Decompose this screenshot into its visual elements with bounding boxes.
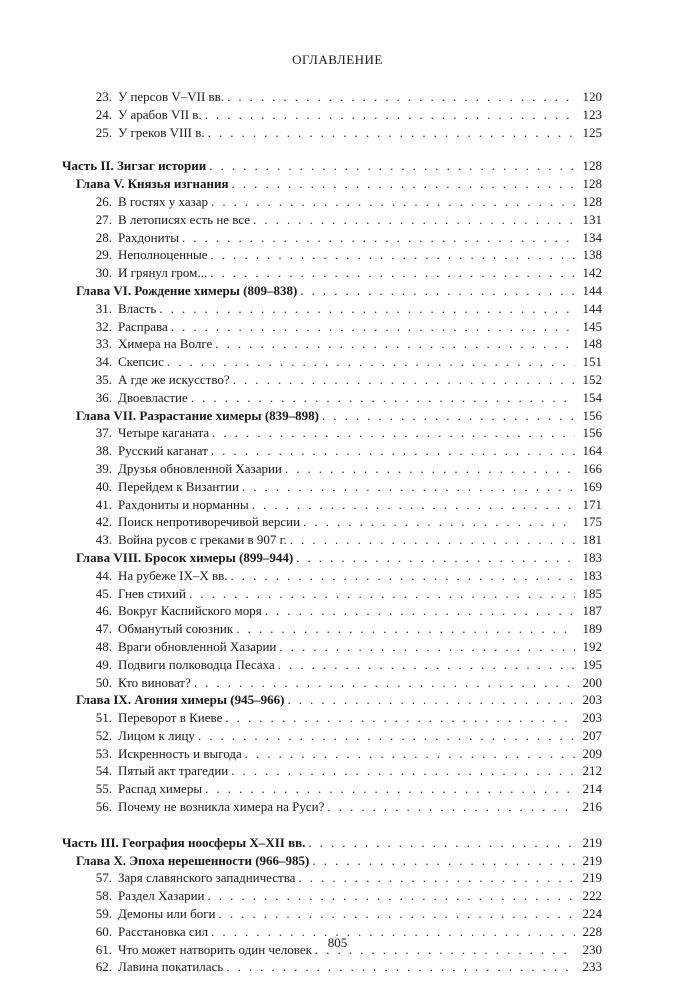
item-page: 175 [582, 514, 602, 530]
item-title: Четыре каганата [118, 425, 210, 441]
chapter-heading [62, 407, 602, 425]
item-number: 47. [95, 621, 112, 637]
dot-leader [182, 229, 575, 247]
item-title: Неполноценные [118, 247, 208, 263]
toc-item [62, 478, 602, 496]
dot-leader [194, 674, 575, 692]
dot-leader [242, 478, 575, 496]
dot-leader [205, 780, 575, 798]
item-number: 51. [95, 710, 112, 726]
dot-leader [211, 246, 575, 264]
item-number: 38. [95, 443, 112, 459]
running-header: ОГЛАВЛЕНИЕ [292, 52, 383, 67]
toc-item [62, 656, 602, 674]
item-title: Заря славянского западничества [118, 870, 296, 886]
item-title: И грянул гром... [118, 265, 208, 281]
toc-item [62, 674, 602, 692]
dot-leader [236, 620, 575, 638]
item-page: 169 [582, 478, 602, 494]
part-page: 219 [582, 834, 602, 850]
item-number: 28. [95, 229, 112, 245]
item-page: 145 [582, 318, 602, 334]
item-number: 57. [95, 870, 112, 886]
chapter-title: Глава VI. Рождение химеры (809–838) [76, 282, 298, 298]
item-title: Лавина покатилась [118, 959, 224, 975]
dot-leader [225, 709, 575, 727]
item-page: 185 [582, 585, 602, 601]
toc-item [62, 602, 602, 620]
chapter-heading [62, 175, 602, 193]
item-title: Подвиги полководца Песаха [118, 656, 275, 672]
toc-item [62, 318, 602, 336]
item-page: 125 [582, 124, 602, 140]
dot-leader [189, 585, 575, 603]
item-page: 228 [582, 923, 602, 939]
toc-item [62, 246, 602, 264]
toc-item [62, 709, 602, 727]
item-page: 200 [582, 674, 602, 690]
toc-item [62, 442, 602, 460]
item-title: Русский каганат [118, 443, 208, 459]
item-number: 49. [95, 656, 112, 672]
item-page: 189 [582, 621, 602, 637]
dot-leader [231, 567, 576, 585]
table-of-contents [62, 88, 602, 976]
toc-item [62, 460, 602, 478]
item-page: 233 [582, 959, 602, 975]
item-title: Друзья обновленной Хазарии [118, 460, 282, 476]
item-title: Рахдониты и норманны [118, 496, 249, 512]
dot-leader [232, 175, 575, 193]
item-page: 166 [582, 460, 602, 476]
chapter-title: Глава X. Эпоха нерешенности (966–985) [76, 852, 310, 868]
item-page: 148 [582, 336, 602, 352]
item-title: В гостях у хазар [118, 193, 209, 209]
item-title: В летописях есть не все [118, 211, 251, 227]
item-title: Вокруг Каспийского моря [118, 603, 262, 619]
item-page: 128 [582, 193, 602, 209]
part-title: Часть III. География ноосферы X–XII вв. [62, 834, 306, 850]
toc-item [62, 745, 602, 763]
item-number: 60. [95, 923, 112, 939]
item-title: Враги обновленной Хазарии [118, 638, 277, 654]
item-page: 154 [582, 389, 602, 405]
item-title: Скепсис [118, 354, 164, 370]
toc-item [62, 620, 602, 638]
item-title: Почему не возникла химера на Руси? [118, 799, 325, 815]
dot-leader [159, 300, 575, 318]
toc-item [62, 264, 602, 282]
toc-item [62, 496, 602, 514]
toc-item [62, 193, 602, 211]
item-title: Что может натворить один человек [118, 941, 312, 957]
toc-item [62, 124, 602, 142]
item-page: 138 [582, 247, 602, 263]
item-title: Переворот в Киеве [118, 710, 223, 726]
chapter-page: 203 [582, 692, 602, 708]
dot-leader [253, 211, 575, 229]
item-title: У арабов VII в. [118, 106, 202, 122]
toc-item [62, 762, 602, 780]
dot-leader [210, 264, 575, 282]
item-number: 50. [95, 674, 112, 690]
item-number: 58. [95, 888, 112, 904]
item-number: 59. [95, 906, 112, 922]
dot-leader [278, 656, 575, 674]
toc-item [62, 353, 602, 371]
item-title: Химера на Волге [118, 336, 213, 352]
item-page: 224 [582, 906, 602, 922]
item-number: 25. [95, 124, 112, 140]
item-page: 134 [582, 229, 602, 245]
dot-leader [287, 691, 575, 709]
item-number: 26. [95, 193, 112, 209]
page-number: 805 [327, 935, 348, 950]
item-title: Расправа [118, 318, 168, 334]
item-title: Искренность и выгода [118, 745, 242, 761]
item-page: 222 [582, 888, 602, 904]
item-page: 131 [582, 211, 602, 227]
dot-leader [245, 745, 575, 763]
chapter-page: 144 [582, 282, 602, 298]
dot-leader [327, 798, 575, 816]
chapter-heading [62, 282, 602, 300]
dot-leader [205, 106, 575, 124]
item-page: 192 [582, 638, 602, 654]
chapter-title: Глава VII. Разрастание химеры (839–898) [76, 407, 319, 423]
item-number: 31. [95, 300, 112, 316]
item-page: 219 [582, 870, 602, 886]
item-number: 37. [95, 425, 112, 441]
item-number: 27. [95, 211, 112, 227]
dot-leader [227, 88, 575, 106]
chapter-title: Глава V. Князья изгнания [76, 176, 229, 192]
item-title: Демоны или боги [118, 906, 216, 922]
item-number: 61. [95, 941, 112, 957]
item-number: 56. [95, 799, 112, 815]
toc-item [62, 513, 602, 531]
chapter-page: 156 [582, 407, 602, 423]
chapter-page: 183 [582, 549, 602, 565]
toc-item [62, 567, 602, 585]
item-number: 34. [95, 354, 112, 370]
item-number: 32. [95, 318, 112, 334]
item-number: 39. [95, 460, 112, 476]
item-title: Власть [118, 300, 157, 316]
item-number: 55. [95, 781, 112, 797]
toc-item [62, 638, 602, 656]
item-title: Раздел Хазарии [118, 888, 205, 904]
item-title: На рубеже IX–X вв. [118, 567, 228, 583]
dot-leader [211, 193, 575, 211]
item-title: У греков VIII в. [118, 124, 205, 140]
dot-leader [312, 852, 575, 870]
toc-item [62, 389, 602, 407]
item-page: 195 [582, 656, 602, 672]
item-page: 151 [582, 354, 602, 370]
item-title: Гнев стихий [118, 585, 186, 601]
toc-item [62, 958, 602, 976]
item-number: 33. [95, 336, 112, 352]
dot-leader [231, 762, 575, 780]
dot-leader [198, 727, 575, 745]
toc-item [62, 335, 602, 353]
item-number: 29. [95, 247, 112, 263]
toc-item [62, 229, 602, 247]
item-number: 46. [95, 603, 112, 619]
item-page: 152 [582, 371, 602, 387]
item-number: 30. [95, 265, 112, 281]
dot-leader [208, 887, 576, 905]
item-title: Война русов с греками в 907 г. [118, 532, 287, 548]
item-page: 164 [582, 443, 602, 459]
part-page: 128 [582, 158, 602, 174]
item-number: 40. [95, 478, 112, 494]
dot-leader [298, 869, 575, 887]
toc-item [62, 780, 602, 798]
item-title: У персов V–VII вв. [118, 89, 225, 104]
dot-leader [219, 905, 575, 923]
dot-leader [211, 442, 575, 460]
chapter-heading [62, 549, 602, 567]
toc-item [62, 424, 602, 442]
toc-item [62, 211, 602, 229]
item-page: 207 [582, 727, 602, 743]
dot-leader [303, 513, 575, 531]
dot-leader [215, 335, 575, 353]
item-title: Кто виноват? [118, 674, 191, 690]
toc-item [62, 106, 602, 124]
item-number: 53. [95, 745, 112, 761]
toc-item [62, 585, 602, 603]
toc-item [62, 88, 602, 106]
part-title: Часть II. Зигзаг истории [62, 158, 207, 174]
dot-leader [290, 531, 575, 549]
toc-item [62, 300, 602, 318]
chapter-title: Глава IX. Агония химеры (945–966) [76, 692, 285, 708]
item-page: 212 [582, 763, 602, 779]
toc-item [62, 727, 602, 745]
dot-leader [212, 424, 575, 442]
dot-leader [233, 371, 575, 389]
chapter-heading [62, 691, 602, 709]
item-title: Перейдем к Византии [118, 478, 239, 494]
item-number: 48. [95, 638, 112, 654]
item-page: 123 [582, 106, 602, 122]
item-title: Поиск непротиворечивой версии [118, 514, 301, 530]
item-number: 62. [95, 959, 112, 975]
part-heading [62, 157, 602, 175]
item-title: А где же искусство? [118, 371, 230, 387]
chapter-title: Глава VIII. Бросок химеры (899–944) [76, 549, 294, 565]
item-page: 120 [582, 89, 602, 104]
item-number: 41. [95, 496, 112, 512]
item-page: 216 [582, 799, 602, 815]
item-number: 45. [95, 585, 112, 601]
item-page: 187 [582, 603, 602, 619]
item-number: 52. [95, 727, 112, 743]
item-title: Лицом к лицу [118, 727, 195, 743]
chapter-page: 219 [582, 852, 602, 868]
dot-leader [226, 958, 575, 976]
dot-leader [265, 602, 575, 620]
item-number: 54. [95, 763, 112, 779]
item-page: 230 [582, 941, 602, 957]
toc-item [62, 869, 602, 887]
item-page: 214 [582, 781, 602, 797]
dot-leader [300, 282, 575, 300]
chapter-page: 128 [582, 176, 602, 192]
item-title: Расстановка сил [118, 923, 209, 939]
item-number: 36. [95, 389, 112, 405]
chapter-heading [62, 852, 602, 870]
item-title: Распад химеры [118, 781, 203, 797]
toc-item [62, 371, 602, 389]
dot-leader [279, 638, 575, 656]
item-number: 43. [95, 532, 112, 548]
dot-leader [209, 157, 575, 175]
dot-leader [252, 496, 575, 514]
item-page: 156 [582, 425, 602, 441]
item-page: 171 [582, 496, 602, 512]
item-page: 144 [582, 300, 602, 316]
item-number: 44. [95, 567, 112, 583]
dot-leader [308, 834, 575, 852]
dot-leader [322, 407, 575, 425]
toc-item [62, 887, 602, 905]
item-page: 181 [582, 532, 602, 548]
item-title: Рахдониты [118, 229, 179, 245]
dot-leader [191, 389, 575, 407]
item-title: Обманутый союзник [118, 621, 234, 637]
item-page: 209 [582, 745, 602, 761]
item-number: 35. [95, 371, 112, 387]
item-title: Двоевластие [118, 389, 188, 405]
toc-item [62, 531, 602, 549]
dot-leader [296, 549, 575, 567]
item-number: 24. [95, 106, 112, 122]
dot-leader [171, 318, 575, 336]
item-page: 142 [582, 265, 602, 281]
item-page: 203 [582, 710, 602, 726]
dot-leader [285, 460, 575, 478]
toc-item [62, 905, 602, 923]
part-heading [62, 834, 602, 852]
item-page: 183 [582, 567, 602, 583]
toc-item [62, 798, 602, 816]
item-number: 42. [95, 514, 112, 530]
item-number: 23. [95, 89, 112, 104]
dot-leader [208, 124, 575, 142]
dot-leader [167, 353, 575, 371]
item-title: Пятый акт трагедии [118, 763, 229, 779]
